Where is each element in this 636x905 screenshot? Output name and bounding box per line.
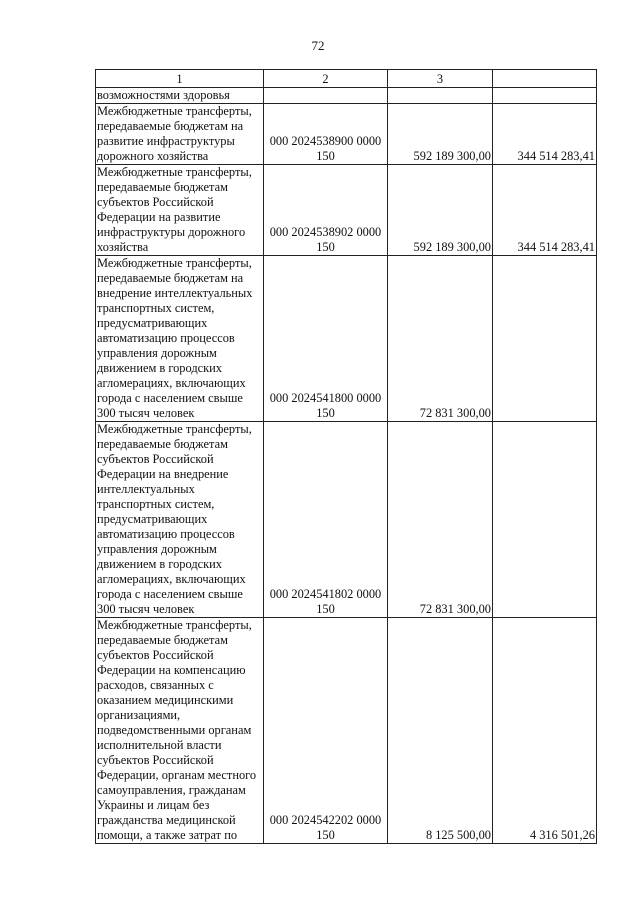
row-amount-plan: 72 831 300,00 [388,422,493,618]
row-name: Межбюджетные трансферты, передаваемые бюджетам субъектов Российской Федерации на развитие инфраструктуры дорожного хозяйства [96,165,264,256]
table-row [96,256,597,422]
row-name: Межбюджетные трансферты, передаваемые бюджетам субъектов Российской Федерации на внедрение интеллектуальных транспортных систем, предусматривающих автоматизацию процессов управления дорожным движением в городских агломерациях, включающих города с населением свыше 300 тысяч человек [96,422,264,618]
table-header-row [96,70,597,88]
row-amount-plan: 72 831 300,00 [388,256,493,422]
row-amount-plan: 592 189 300,00 [388,104,493,165]
table-row [96,104,597,165]
row-amount-actual: 4 316 501,26 [493,618,597,844]
column-header: 2 [264,70,388,88]
row-amount-plan: 592 189 300,00 [388,165,493,256]
row-amount-actual [493,88,597,104]
row-code: 000 2024541802 0000 150 [264,422,388,618]
table-row [96,88,597,104]
row-name: Межбюджетные трансферты, передаваемые бюджетам на развитие инфраструктуры дорожного хозяйства [96,104,264,165]
table-row [96,618,597,844]
row-amount-actual [493,422,597,618]
row-amount-actual: 344 514 283,41 [493,165,597,256]
row-amount-actual [493,256,597,422]
row-code: 000 2024538902 0000 150 [264,165,388,256]
row-name: Межбюджетные трансферты, передаваемые бюджетам субъектов Российской Федерации на компенсацию расходов, связанных с оказанием медицинскими организациями, подведомственными органам исполнительной власти субъектов Российской Федерации, органам местного самоуправления, гражданам Украины и лицам без гражданства медицинской помощи, а также затрат по [96,618,264,844]
row-name: Межбюджетные трансферты, передаваемые бюджетам на внедрение интеллектуальных транспортных систем, предусматривающих автоматизацию процессов управления дорожным движением в городских агломерациях, включающих города с населением свыше 300 тысяч человек [96,256,264,422]
row-amount-plan [388,88,493,104]
column-header: 3 [388,70,493,88]
page-number: 72 [311,38,325,53]
row-code: 000 2024538900 0000 150 [264,104,388,165]
row-code [264,88,388,104]
column-header: 1 [96,70,264,88]
row-code: 000 2024541800 0000 150 [264,256,388,422]
row-name: возможностями здоровья [96,88,264,104]
table-row [96,165,597,256]
table-row [96,422,597,618]
row-amount-plan: 8 125 500,00 [388,618,493,844]
budget-table [95,69,597,844]
column-header [493,70,597,88]
row-code: 000 2024542202 0000 150 [264,618,388,844]
row-amount-actual: 344 514 283,41 [493,104,597,165]
